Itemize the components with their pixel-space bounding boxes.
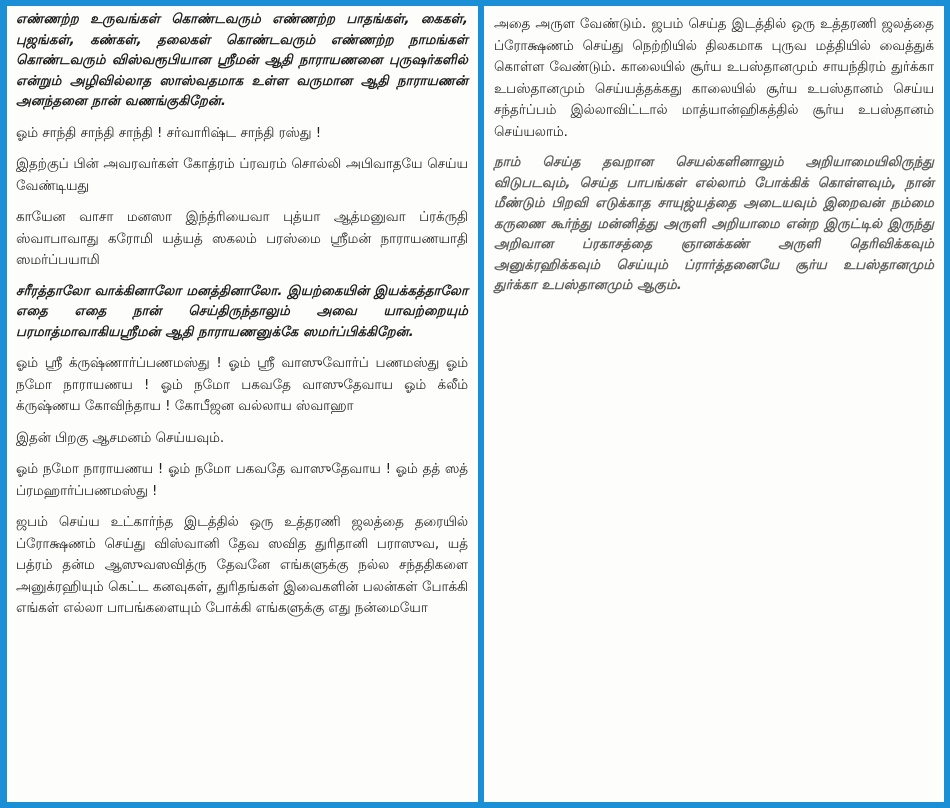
- left-paragraph-1: எண்ணற்ற உருவங்கள் கொண்டவரும் எண்ணற்ற பாதங்கள், கைகள், புஜங்கள், கண்கள், தலைகள் கொண்டவரும் எண்ணற்ற நாமங்கள் கொண்டவரும் விஸ்வரூபியான ஸ்ரீமன் ஆதி நாராயணனை புருஷர்களில் என்றும் அழிவில்லாத ஸாஸ்வதமாக உள்ள வருமான ஆதி நாராயணன் அனந்தனை நான் வணங்குகிறேன்.: [16, 12, 468, 109]
- left-paragraph-2: ஓம் சாந்தி சாந்தி சாந்தி ! சர்வாரிஷ்ட சாந்தி ரஸ்து !: [16, 125, 322, 141]
- left-page: [7, 6, 478, 802]
- left-paragraph-8: ஓம் நமோ நாராயணய ! ஓம் நமோ பகவதே வாஸுதேவாய ! ஓம் தத் ஸத் ப்ரமஹார்ப்பணமஸ்து !: [16, 462, 468, 499]
- left-paragraph-9: ஜபம் செய்ய உட்கார்ந்த இடத்தில் ஒரு உத்தரணி ஜலத்தை தரையில் ப்ரோக்ஷணம் செய்து விஸ்வானி தேவ ஸவித துரிதானி பராஸுவ, யத் பத்ரம் தன்ம ஆஸுவஸவித்ரு தேவனே எங்களுக்கு நல்ல சந்ததிகளை அனுக்ரஹியும் கெட்ட கனவுகள், துரிதங்கள் இவைகளின் பலன்கள் போக்கி எங்கள் எல்லா பாபங்களையும் போக்கி எங்களுக்கு எது நன்மையோ: [16, 515, 468, 616]
- left-paragraph-5: சரீரத்தாலோ வாக்கினாலோ மனத்தினாலோ. இயற்கையின் இயக்கத்தாலோ எதை எதை நான் செய்திருந்தாலும் அவை யாவற்றையும் பரமாத்மாவாகியஸ்ரீமன் ஆதி நாராயணனுக்கே ஸமர்ப்பிக்கிறேன்.: [16, 283, 468, 340]
- left-paragraph-4: காயேன வாசா மனஸா இந்த்ரியைவா புத்யா ஆத்மனுவா ப்ரக்ருதி ஸ்வாபாவாது கரோமி யத்யத் ஸகலம் பரஸ்மை ஸ்ரீமன் நாராயணயாதி ஸமர்ப்பயாமி: [16, 210, 468, 268]
- left-paragraph-7: இதன் பிறகு ஆசமனம் செய்யவும்.: [16, 430, 225, 446]
- left-paragraph-3: இதற்குப் பின் அவரவர்கள் கோத்ரம் ப்ரவரம் சொல்லி அபிவாதயே செய்ய வேண்டியது: [16, 157, 468, 194]
- right-paragraph-1: அதை அருள வேண்டும். ஜபம் செய்த இடத்தில் ஒரு உத்தரணி ஜலத்தை ப்ரோக்ஷணம் செய்து நெற்றியில் திலகமாக புருவ மத்தியில் வைத்துக் கொள்ள வேண்டும். காலையில் சூர்ய உபஸ்தானமும் சாயந்திரம் துர்க்கா உபஸ்தானமும் செய்யத்தக்கது காலையில் சூர்ய உபஸ்தானம் செய்ய சந்தர்ப்பம் இல்லாவிட்டால் மாத்யான்ஹிகத்தில் சூர்ய உபஸ்தானம் செய்யலாம்.: [494, 17, 934, 140]
- right-page: [484, 6, 944, 802]
- right-paragraph-2: நாம் செய்த தவறான செயல்களினாலும் அறியாமையிலிருந்து விடுபடவும், செய்த பாபங்கள் எல்லாம் போக்கிக் கொள்ளவும், நான் மீண்டும் பிறவி எடுக்காத சாயுஜ்யத்தை அடையவும் இறைவன் நம்மை கருணை கூர்ந்து மன்னித்து அருளி அறியாமை என்ற இருட்டில் இருந்து அறிவான ப்ரகாசத்தை ஞானக்கண் அருளி தெரிவிக்கவும் அனுக்ரஹிக்கவும் செய்யும் ப்ரார்த்தனையே சூர்ய உபஸ்தானமும் துர்க்கா உபஸ்தானமும் ஆகும்.: [494, 155, 934, 293]
- left-paragraph-6: ஓம் ஸ்ரீ க்ருஷ்ணார்ப்பணமஸ்து ! ஓம் ஸ்ரீ வாஸுவோர்ப் பணமஸ்து ஓம் நமோ நாராயணய ! ஓம் நமோ பகவதே வாஸுதேவாய ஓம் க்லீம் க்ருஷ்ணய கோவிந்தாய ! கோபீஜன வல்லாய ஸ்வாஹா: [16, 356, 468, 414]
